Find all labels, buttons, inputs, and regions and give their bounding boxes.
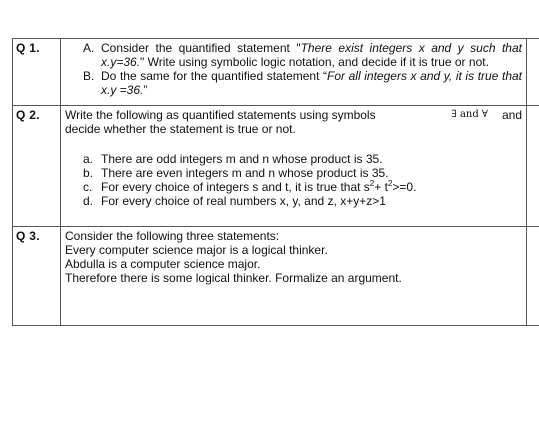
sub-question-label: c.: [83, 180, 93, 194]
question-sheet: [12, 38, 539, 326]
sub-question-text: There are even integers m and n whose product is 35.: [101, 166, 389, 180]
statement-line: Every computer science major is a logical thinker.: [65, 243, 328, 257]
quantifier-symbols: ∃ and ∀: [451, 109, 488, 120]
sub-question-a: [65, 41, 522, 69]
superscript: 2: [387, 179, 393, 188]
text-part: + t: [374, 180, 388, 194]
italic-statement: For all integers x and y, it is true that x.y =36.: [101, 69, 523, 97]
question-number: Q 1.: [13, 39, 61, 106]
statement-line: Abdulla is a computer science major.: [65, 257, 261, 271]
question-number: Q 3.: [13, 227, 61, 326]
sub-question-label: d.: [83, 194, 94, 208]
question-row-2: [13, 106, 539, 227]
sub-question-list: [65, 152, 522, 208]
sub-question-label: a.: [83, 152, 94, 166]
superscript: 2: [369, 179, 375, 188]
question-body: [61, 227, 527, 326]
sub-question-text: There are odd integers m and n whose product is 35.: [101, 152, 383, 166]
intro-text-and: and: [501, 108, 522, 122]
question-body: [61, 39, 527, 106]
text-part: " Write using symbolic logic notation, and decide if it is true or not.: [140, 55, 489, 69]
intro-text: Write the following as quantified statements using symbols: [65, 108, 376, 122]
empty-cell: [527, 106, 539, 227]
sub-question-label: b.: [83, 166, 94, 180]
question-row-1: [13, 39, 539, 106]
sub-question-label: A.: [83, 41, 95, 55]
text-part: >=0.: [392, 180, 417, 194]
sub-question-text: For every choice of real numbers x, y, and z, x+y+z>1: [101, 194, 386, 208]
question-row-3: [13, 227, 539, 326]
sub-question-c: [65, 180, 522, 194]
italic-statement: There exist integers x and y such that x.y=36.: [101, 41, 522, 69]
empty-cell: [527, 227, 539, 326]
text-part: Do the same for the quantified statement “: [101, 69, 328, 83]
question-body: [61, 106, 527, 227]
text-part: Consider the quantified statement ": [101, 41, 301, 55]
sub-question-text: [101, 69, 522, 97]
sub-question-text: [101, 180, 522, 194]
text-part: ”: [143, 83, 148, 97]
statement-line: Consider the following three statements:: [65, 229, 280, 243]
question-intro: [65, 108, 522, 122]
statement-line: Therefore there is some logical thinker. Formalize an argument.: [65, 271, 402, 285]
sub-question-list: [65, 41, 522, 97]
empty-cell: [527, 39, 539, 106]
sub-question-label: B.: [83, 69, 95, 83]
sub-question-b: [65, 69, 522, 97]
sub-question-b: [65, 166, 522, 180]
intro-continuation: decide whether the statement is true or not.: [65, 122, 296, 136]
questions-table: [12, 38, 539, 326]
text-part: For every choice of integers s and t, it is true that s: [101, 180, 370, 194]
question-number: Q 2.: [13, 106, 61, 227]
sub-question-a: [65, 152, 522, 166]
sub-question-text: [101, 41, 522, 69]
sub-question-d: [65, 194, 522, 208]
